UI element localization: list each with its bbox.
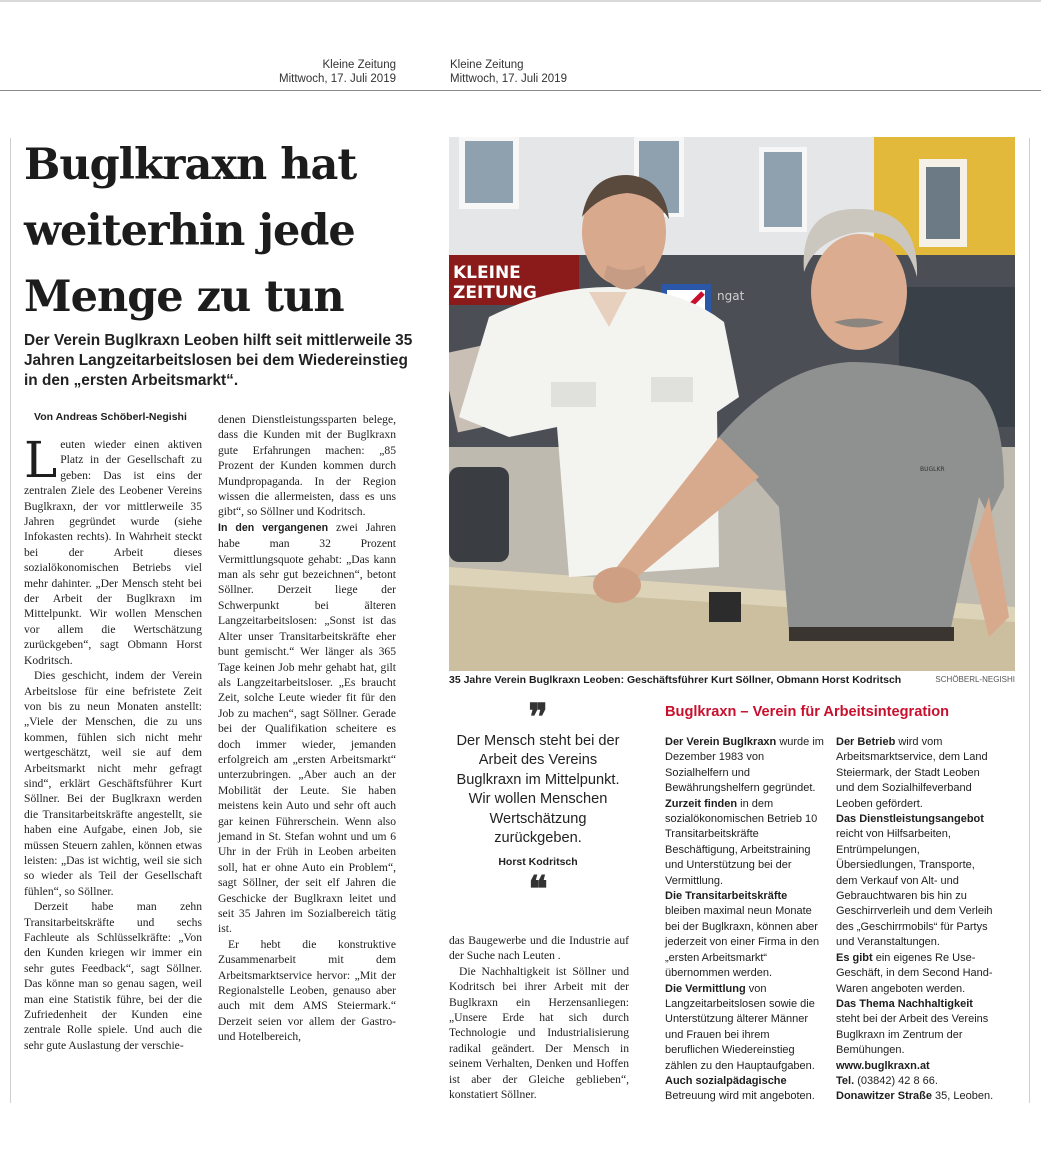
publication-name: Kleine Zeitung — [322, 59, 396, 71]
headline-line: Buglkraxn hat — [24, 140, 357, 190]
phone-number: (03842) 42 8 66. — [854, 1074, 938, 1087]
top-border — [0, 0, 1041, 2]
page-gutter-right — [1029, 138, 1030, 1103]
infobox-title: Buglkraxn – Verein für Arbeitsintegration — [665, 704, 950, 720]
info-item — [665, 797, 825, 889]
website-link[interactable]: www.buglkraxn.at — [836, 1059, 930, 1072]
info-item-heading: Der Verein Buglkraxn — [665, 736, 777, 748]
article-column-1 — [24, 431, 202, 1053]
run-in-heading: In den vergangenen — [218, 521, 329, 534]
article-lead: Der Verein Buglkraxn Leoben hilft seit mittlerweile 35 Jahren Langzeitarbeitslosen bei dem Wiedereinstieg in den „ersten Arbeitsmarkt“. — [24, 332, 413, 389]
info-item — [665, 735, 825, 797]
contact-address — [836, 1089, 998, 1104]
paragraph-text: euten wieder einen aktiven Platz in der Gesellschaft zu geben: Das ist eins der zentralen Ziele des Leobener Vereins Buglkraxn, der vor mittlerweile 35 Jahren gegründet wurde (siehe Infokasten rechts). In Wahrheit steckt bei der Arbeit dieses sozialökonomischen Betriebs viel mehr dahinter. „Der Mensch steht bei der Arbeit der Buglkraxn im Mittelpunkt. Wir wollen Menschen vor allem die Wertschätzung zurückgeben“, sagt Obmann Horst Kodritsch. — [24, 438, 202, 667]
quote-author: Horst Kodritsch — [498, 856, 578, 869]
info-item — [836, 735, 998, 812]
info-item — [665, 1074, 825, 1105]
photo-illustration — [449, 137, 1015, 671]
info-item-text: wurde im Dezember 1983 von Sozialhelfern und Bewährungshelfern gegründet. — [665, 736, 824, 795]
article-photo — [449, 137, 1015, 671]
page-gutter-left — [10, 138, 11, 1103]
info-item-text: in dem sozialökonomischen Betrieb 10 Transitarbeitskräfte Beschäftigung, Arbeitstraining und Unterstützung bei der Vermittlung. — [665, 797, 818, 887]
shop-text: ngat — [717, 289, 745, 303]
publication-name: Kleine Zeitung — [450, 59, 524, 71]
photo-caption — [449, 674, 1015, 686]
info-item — [665, 982, 825, 1074]
paragraph — [218, 520, 396, 937]
info-item — [836, 812, 998, 951]
info-item-text: steht bei der Arbeit des Vereins Buglkraxn im Zentrum der Bemühungen. — [836, 1013, 989, 1057]
address-rest: 35, Leoben. — [931, 1090, 994, 1103]
article-column-3 — [449, 933, 629, 1102]
street-name: Donawitzer Straße — [836, 1090, 932, 1103]
paragraph — [24, 431, 202, 668]
info-item-heading: Es gibt — [836, 951, 873, 964]
info-item-heading: Das Thema Nachhaltigkeit — [836, 997, 973, 1010]
drop-cap: L — [24, 431, 58, 489]
info-item-heading: Auch sozialpädagische — [665, 1074, 787, 1087]
publication-date: Mittwoch, 17. Juli 2019 — [450, 73, 567, 85]
shirt-logo-text: BUGLKR — [920, 466, 945, 473]
article-column-2 — [218, 412, 396, 1045]
paragraph: Dies geschicht, indem der Verein Arbeitslose für eine befristete Zeit von bis zu neun Monaten anstellt: „Viele der Menschen, die zu uns kommen, fühlen sich nicht mehr wertgeschätzt, weil sie auf dem Arbeitsmarkt nicht mehr gefragt sind“, erklärt Geschäftsführer Kurt Söllner. Bei der Buglkraxn werden die Transitarbeitskräfte angestellt, sie haben eine Aufgabe, einen Job, sie müssen Steuern zahlen, können etwas leisten: „Das ist wichtig, weil sie sich so wieder als Teil der Gesellschaft fühlen“, so Söllner. — [24, 669, 202, 898]
info-item — [665, 889, 825, 981]
contact-web — [836, 1059, 998, 1074]
article-byline: Von Andreas Schöberl-Negishi — [34, 411, 187, 423]
quote-close-icon: ❝ — [528, 868, 548, 911]
pull-quote — [452, 696, 624, 911]
quote-open-icon: ❞ — [528, 696, 548, 738]
paragraph: denen Dienstleistungssparten belege, dass die Kunden mit der Buglkraxn gute Erfahrungen machen: „85 Prozent der Kunden kommen durch Mundpropaganda. In der Region wissen die allermeisten, dass es uns gibt“, so Söllner und Kodritsch. — [218, 413, 396, 519]
paragraph: Er hebt die konstruktive Zusammenarbeit mit dem Arbeitsmarktservice hervor: „Mit der Regionalstelle Leoben, genauso aber auch mit dem AMS Steiermark.“ Derzeit seien vor allem der Gastro- und Hotelbereich, — [218, 937, 396, 1044]
info-item — [836, 997, 998, 1059]
sign-text: KLEINE — [453, 263, 521, 283]
info-item-text: Betreuung wird mit angeboten. — [665, 1090, 815, 1103]
sign-text: ZEITUNG — [453, 283, 537, 303]
info-item-text: reicht von Hilfsarbeiten, Entrümpelungen, Übersiedlungen, Transporte, dem Verkauf von Alt- und Gebrauchtwaren bis hin zu Geschirrverleih und dem Verleih des „Geschirrmobils“ für Partys und Veranstaltungen. — [836, 828, 993, 949]
info-item-heading: Die Transitarbeitskräfte — [665, 890, 788, 903]
page-header-right — [450, 58, 567, 86]
quote-text: Der Mensch steht bei der Arbeit des Vereins Buglkraxn im Mittelpunkt. Wir wollen Menschen Wertschätzung zurückgeben. — [456, 733, 620, 847]
paragraph: Die Nachhaltigkeit ist Söllner und Kodritsch bei ihrer Arbeit mit der Buglkraxn ein Herzensanliegen: „Unsere Erde hat sich durch Technologie und Industrialisierung radikal geändert. Der Mensch in seinem Verhalten, Denken und Hoffen ist aber der Gleiche geblieben“, konstatiert Söllner. — [449, 964, 629, 1102]
paragraph-text: zwei Jahren habe man 32 Prozent Vermittlungsquote gehabt: „Das kann man als sehr gut bezeichnen“, betont Söllner. Derzeit liege der Schwerpunkt bei älteren Langzeitarbeitslosen: „Sonst ist das Alter unser Transitarbeitskräfte eher bunt gemischt.“ Wer länger als 365 Tage keinen Job mehr gehabt hat, gilt als Langzeitarbeitsloser. „Es braucht Zeit, solche Leute wieder fit für den Job zu machen“, sagt Söllner. Gerade bei der Qualifikation scheitere es doch immer wieder, jemanden erfolgreich am „ersten Arbeitsmarkt“ unterzubringen. „Aber auch an der Mobilität der Leute. Sie haben meistens kein Auto und sehr oft auch gar keinen Führerschein. Wenn also jemand in St. Stefan wohnt und um 6 Uhr in der Früh in Leoben arbeiten soll, hat er ohne Auto ein Problem“, sagt Söllner, der seit elf Jahren die Geschicke der Buglkraxn leitet und seit 35 Jahren im Sozialbereich tätig ist. — [218, 520, 396, 936]
info-item — [836, 951, 998, 997]
info-item-text: ein eigenes Re Use-Geschäft, in dem Second Hand-Waren angeboten werden. — [836, 951, 993, 995]
info-item-heading: Der Betrieb — [836, 736, 896, 748]
article-headline — [24, 132, 424, 330]
paragraph: das Baugewerbe und die Industrie auf der Suche nach Leuten . — [449, 934, 629, 963]
infobox-column-2 — [836, 735, 998, 1105]
page-header-left — [279, 58, 396, 86]
info-item-text: von Langzeitarbeitslosen sowie die Unterstützung älterer Männer und Frauen bei ihrem beruflichen Wiedereinstieg zählen zu den Hauptaufgaben. — [665, 982, 815, 1072]
contact-phone — [836, 1074, 998, 1089]
paragraph: Derzeit habe man zehn Transitarbeitskräfte und sechs Fachleute als Schlüsselkräfte: „Von den Kunden kriegen wir immer ein sehr gutes Feedback“, sagt Söllner. Das könne man so genau sagen, weil man eine Statistik führe, bei der die Zufriedenheit der Kunden eine zentrale Rolle spiele. Und auch die sehr gute Auslastung der verschie- — [24, 900, 202, 1052]
info-item-text: bleiben maximal neun Monate bei der Buglkraxn, können aber jederzeit von einer Firma in den „ersten Arbeitsmarkt“ übernommen werden. — [665, 905, 820, 980]
photo-credit: SCHÖBERL-NEGISHI — [935, 675, 1015, 684]
info-item-heading: Die Vermittlung — [665, 982, 746, 995]
info-item-text: wird vom Arbeitsmarktservice, dem Land Steiermark, der Stadt Leoben und dem Sozialhilfeverband Leoben gefördert. — [836, 736, 988, 810]
headline-line: Menge zu tun — [24, 272, 344, 322]
headline-line: weiterhin jede — [24, 206, 355, 256]
publication-date: Mittwoch, 17. Juli 2019 — [279, 73, 396, 85]
info-item-heading: Das Dienstleistungsangebot — [836, 813, 984, 826]
header-divider — [0, 90, 1041, 91]
caption-text: 35 Jahre Verein Buglkraxn Leoben: Geschäftsführer Kurt Söllner, Obmann Horst Kodritsch — [449, 674, 902, 686]
phone-label: Tel. — [836, 1074, 855, 1087]
info-item-heading: Zurzeit finden — [665, 797, 738, 810]
infobox-column-1 — [665, 735, 825, 1105]
